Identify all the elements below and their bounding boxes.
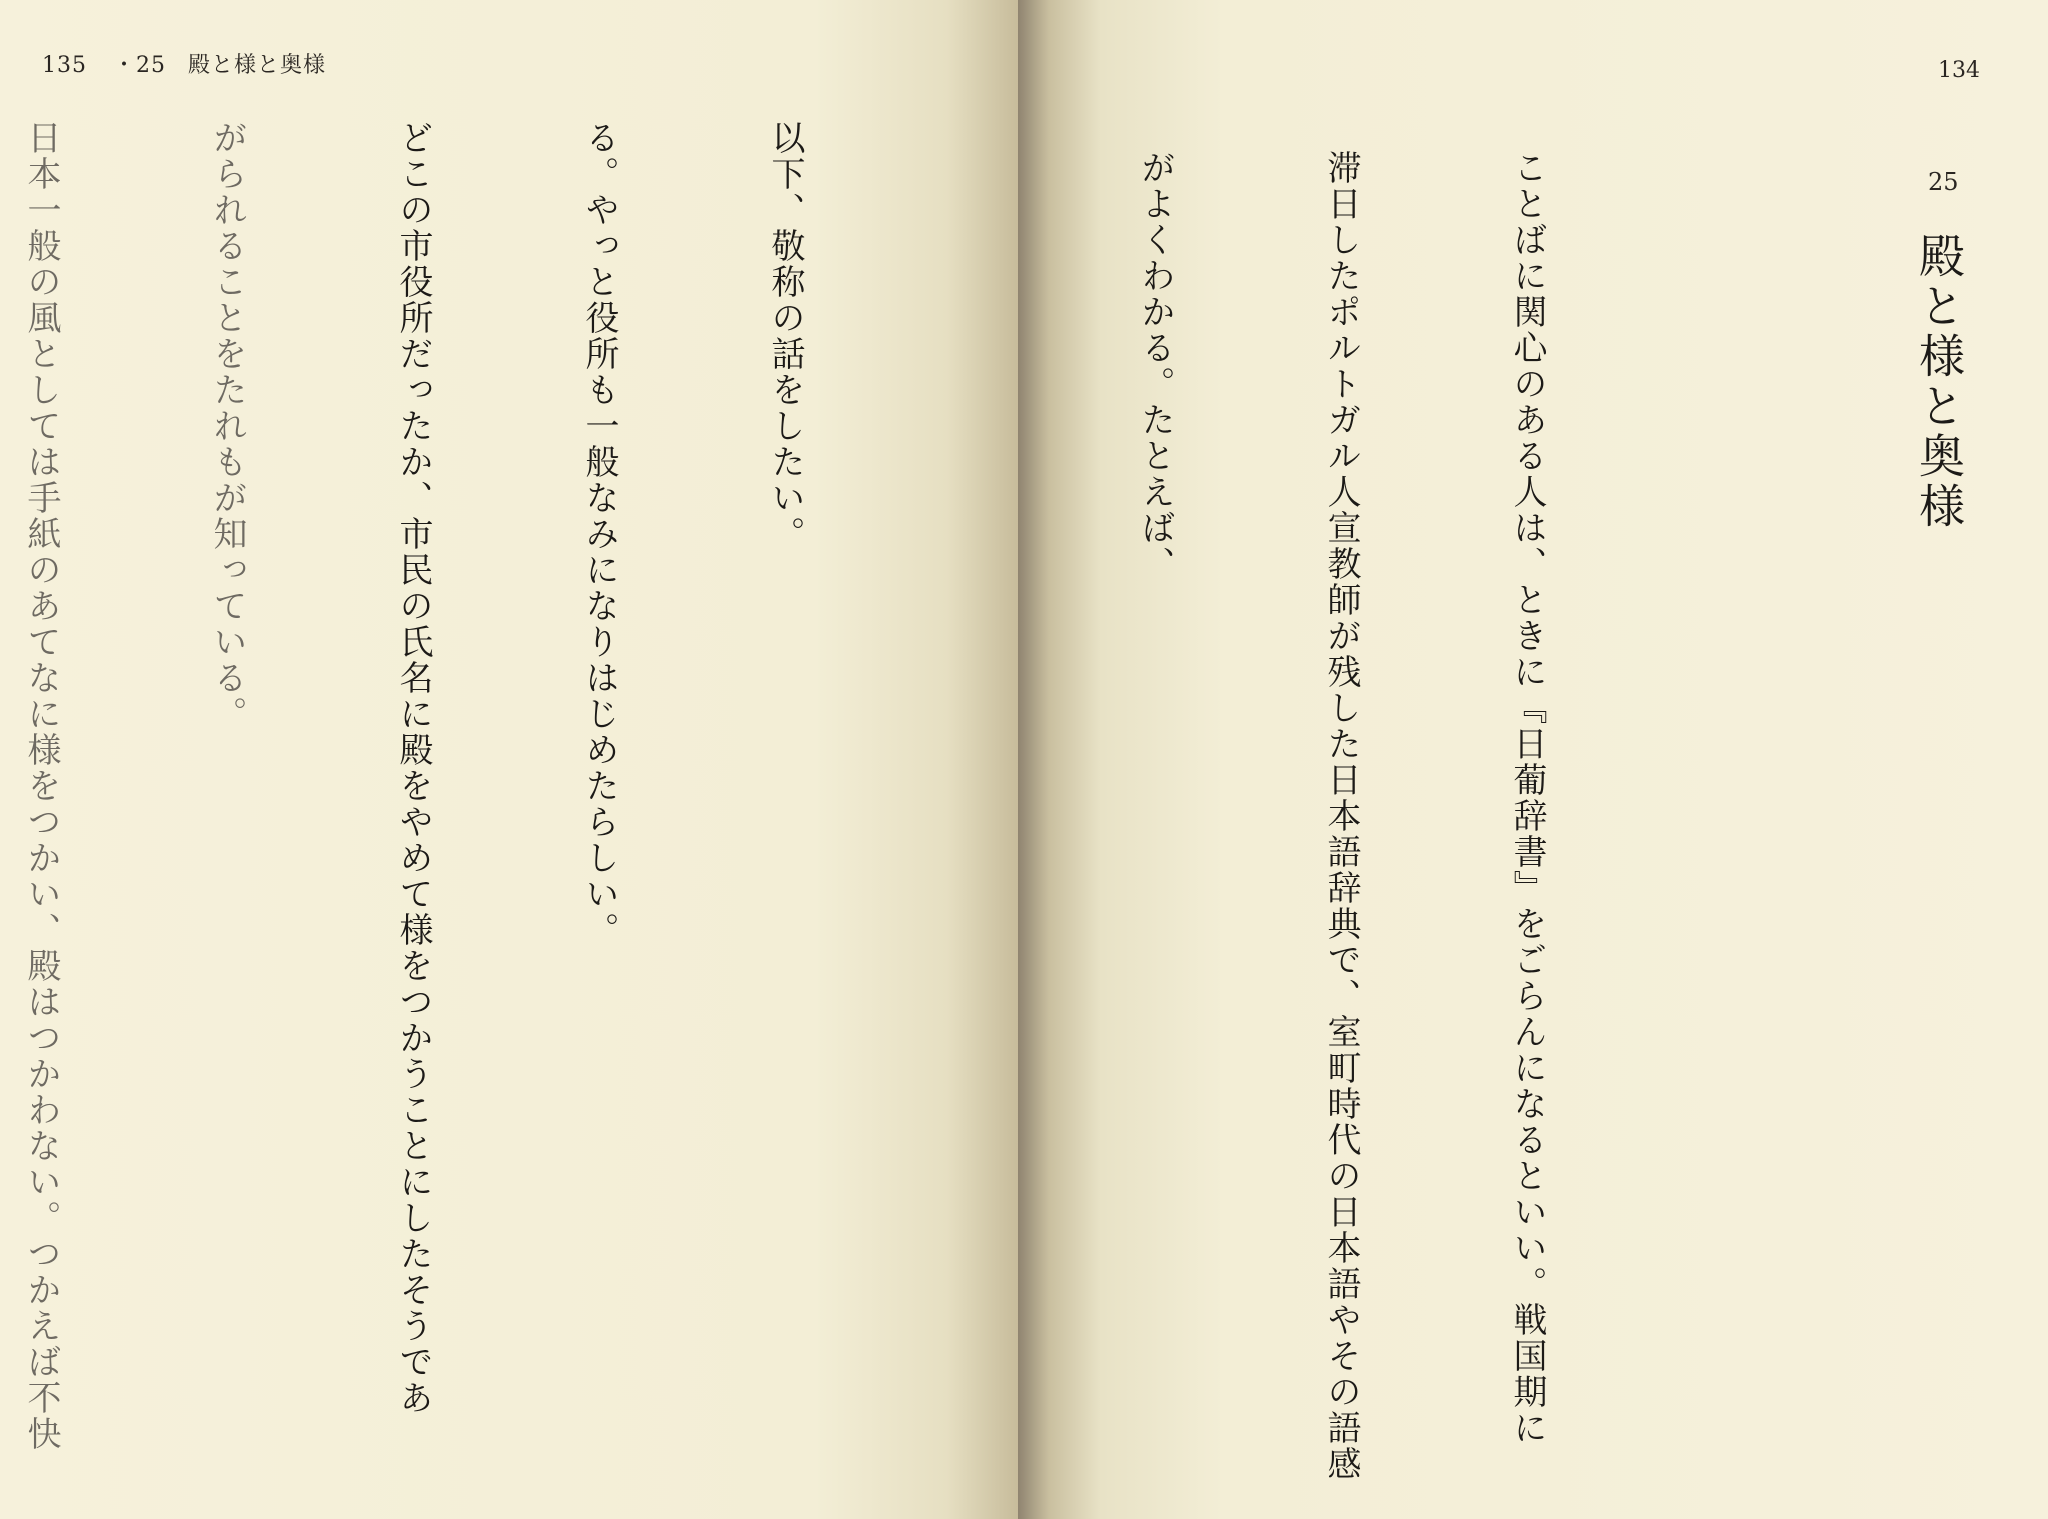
text-line: がよくわかる。たとえば、 [1135, 150, 1175, 582]
right-page [1018, 0, 2048, 1519]
page-number-left: 135 [42, 53, 87, 78]
running-title: 殿と様と奥様 [188, 53, 327, 78]
right-body-text [1018, 150, 1682, 1500]
chapter-title: 殿と様と奥様 [1912, 232, 1966, 532]
running-header [42, 48, 326, 79]
page-number-right: 134 [1938, 58, 1980, 83]
text-line: どこの市役所だったか、市民の氏名に殿をやめて様をつかうことにしたそうであ [393, 120, 433, 1416]
left-body-text [0, 120, 940, 1500]
text-line: 日本一般の風としては手紙のあてなに様をつかい、殿はつかわない。つかえば不快 [21, 120, 61, 1452]
text-line: 滞日したポルトガル人宣教師が残した日本語辞典で、室町時代の日本語やその語感 [1321, 150, 1361, 1482]
text-line: る。やっと役所も一般なみになりはじめたらしい。 [579, 120, 619, 948]
left-page [0, 0, 1018, 1519]
text-line: がられることをたれもが知っている。 [207, 120, 247, 732]
chapter-number: 25 [1928, 168, 1959, 196]
header-chapter-number: ・25 [113, 53, 166, 78]
text-line: ことばに関心のある人は、ときに『日葡辞書』をごらんになるといい。戦国期に [1507, 150, 1547, 1446]
text-line: 以下、敬称の話をしたい。 [765, 120, 805, 552]
